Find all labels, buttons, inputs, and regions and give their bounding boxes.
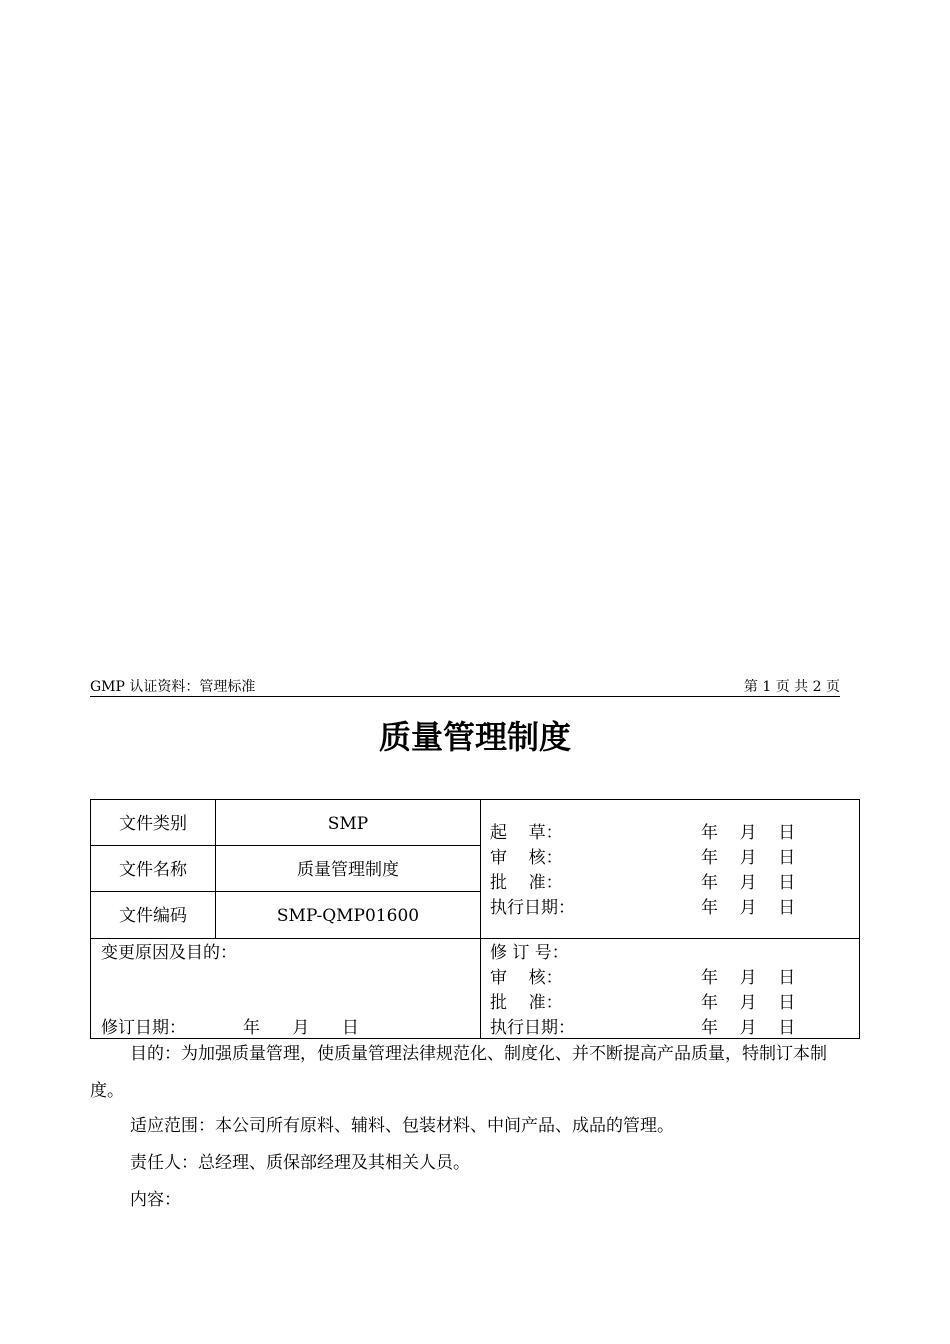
purpose-paragraph: 目的：为加强质量管理，使质量管理法律规范化、制度化、并不断提高产品质量，特制订本制度。 — [90, 1044, 827, 1101]
scope-paragraph: 适应范围：本公司所有原料、辅料、包装材料、中间产品、成品的管理。 — [130, 1116, 674, 1136]
file-name-label: 文件名称 — [119, 860, 187, 880]
file-category-label: 文件类别 — [119, 814, 187, 834]
document-control-table — [90, 799, 860, 1039]
draft-date: 年 月 日 — [701, 823, 796, 843]
header-page-number: 第 1 页 共 2 页 — [743, 679, 840, 695]
table-divider — [91, 891, 480, 892]
revision-effective-label: 执行日期： — [490, 1018, 575, 1038]
review-label: 审 核： — [490, 848, 563, 868]
table-divider — [91, 938, 859, 939]
approve-date: 年 月 日 — [701, 873, 796, 893]
revision-date-label: 修订日期： — [101, 1018, 186, 1038]
change-reason-label: 变更原因及目的： — [101, 943, 237, 963]
content-heading: 内容： — [130, 1190, 181, 1210]
document-title: 质量管理制度 — [378, 718, 571, 756]
revision-review-date: 年 月 日 — [701, 968, 796, 988]
revision-review-label: 审 核： — [490, 968, 563, 988]
revision-approve-date: 年 月 日 — [701, 993, 796, 1013]
revision-approve-label: 批 准： — [490, 993, 563, 1013]
revision-effective-date: 年 月 日 — [701, 1018, 796, 1038]
page-header — [90, 678, 840, 697]
review-date: 年 月 日 — [701, 848, 796, 868]
file-category-value: SMP — [327, 814, 369, 834]
effective-date: 年 月 日 — [701, 898, 796, 918]
revision-date-value: 年 月 日 — [243, 1018, 359, 1038]
draft-label: 起 草： — [490, 823, 563, 843]
file-code-label: 文件编码 — [119, 906, 187, 926]
revision-number-label: 修 订 号： — [490, 943, 569, 963]
approve-label: 批 准： — [490, 873, 563, 893]
table-divider — [91, 845, 480, 846]
file-code-value: SMP-QMP01600 — [276, 906, 420, 926]
header-source: GMP 认证资料：管理标准 — [90, 679, 256, 695]
responsible-paragraph: 责任人：总经理、质保部经理及其相关人员。 — [130, 1153, 470, 1173]
table-divider — [480, 800, 481, 1038]
effective-date-label: 执行日期： — [490, 898, 575, 918]
file-name-value: 质量管理制度 — [297, 860, 399, 880]
